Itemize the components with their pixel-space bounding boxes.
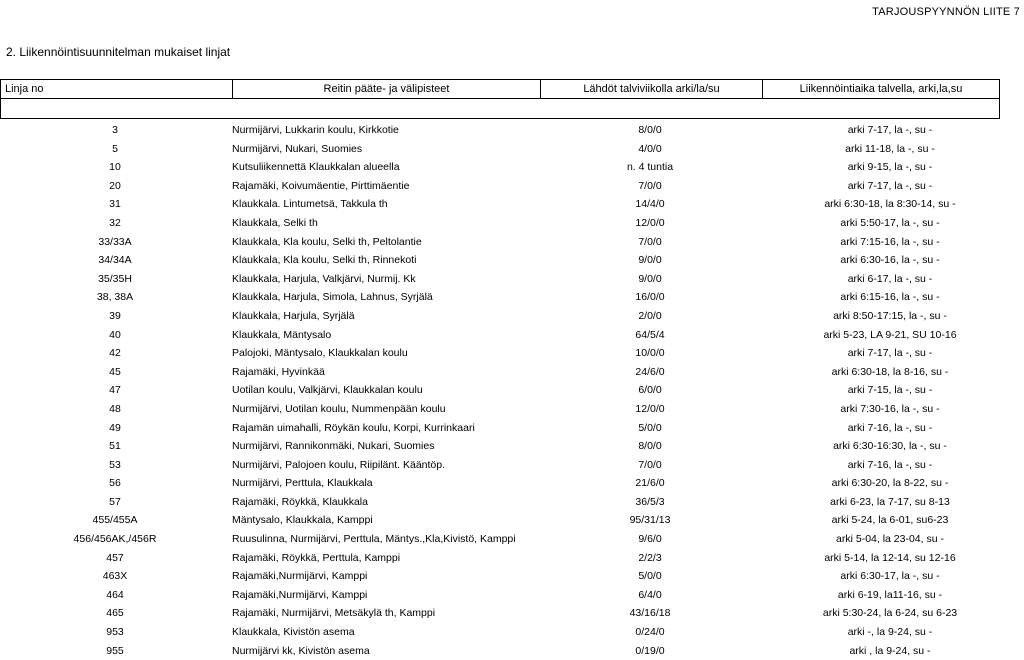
service-hours-cell: arki 7:15-16, la -, su - <box>840 235 940 248</box>
service-hours-cell: arki 7-15, la -, su - <box>847 384 933 397</box>
departures-cell: 8/0/0 <box>638 124 662 136</box>
departures-cell: 12/0/0 <box>635 216 665 229</box>
service-hours-cell: arki 6-17, la -, su - <box>847 272 933 285</box>
service-hours-cell: arki 9-15, la -, su - <box>847 161 933 174</box>
route-stops-cell: Klaukkala, Harjula, Syrjälä <box>232 309 355 322</box>
table-row <box>0 121 1024 140</box>
route-number-cell: 955 <box>106 644 124 657</box>
departures-cell: 7/0/0 <box>638 458 662 471</box>
route-number-cell: 45 <box>109 365 121 378</box>
route-stops-cell: Klaukkala, Harjula, Valkjärvi, Nurmij. Kk <box>232 272 416 285</box>
table-row <box>0 456 1024 475</box>
table-row <box>0 177 1024 196</box>
service-hours-cell: arki 6:15-16, la -, su - <box>840 291 940 304</box>
route-number-cell: 42 <box>109 347 121 360</box>
table-row <box>0 344 1024 363</box>
route-stops-cell: Rajamäki, Röykkä, Klaukkala <box>232 495 368 508</box>
route-stops-cell: Palojoki, Mäntysalo, Klaukkalan koulu <box>232 347 408 360</box>
table-row <box>0 195 1024 214</box>
table-row <box>0 549 1024 568</box>
departures-cell: 64/5/4 <box>635 328 665 341</box>
departures-cell: 2/0/0 <box>638 309 662 322</box>
route-number-cell: 465 <box>106 607 124 620</box>
service-hours-cell: arki 5-23, LA 9-21, SU 10-16 <box>823 328 957 341</box>
departures-cell: 9/0/0 <box>638 254 662 267</box>
route-number-cell: 20 <box>109 179 121 192</box>
table-row <box>0 419 1024 438</box>
table-body <box>0 121 1024 660</box>
route-number-cell: 56 <box>109 477 121 490</box>
departures-cell: 14/4/0 <box>635 198 665 211</box>
route-stops-cell: Klaukkala, Harjula, Simola, Lahnus, Syrjälä <box>232 291 433 304</box>
departures-cell: 4/0/0 <box>638 142 662 155</box>
header-linja: Linja no <box>1 80 233 98</box>
route-stops-cell: Nurmijärvi, Palojoen koulu, Riipilänt. Kääntöp. <box>232 458 446 471</box>
table-row <box>0 586 1024 605</box>
departures-cell: 95/31/13 <box>629 514 671 527</box>
service-hours-cell: arki 7-17, la -, su - <box>847 124 933 136</box>
departures-cell: 6/4/0 <box>638 588 662 601</box>
route-number-cell: 39 <box>109 309 121 322</box>
departures-cell: n. 4 tuntia <box>626 161 674 174</box>
service-hours-cell: arki 6-23, la 7-17, su 8-13 <box>830 495 950 508</box>
route-number-cell: 10 <box>109 161 121 174</box>
route-stops-cell: Rajamäki, Röykkä, Perttula, Kamppi <box>232 551 401 564</box>
header-reitti: Reitin pääte- ja välipisteet <box>233 80 541 98</box>
service-hours-cell: arki 11-18, la -, su - <box>845 142 935 155</box>
service-hours-cell: arki 5:30-24, la 6-24, su 6-23 <box>822 607 958 620</box>
route-number-cell: 31 <box>109 198 121 211</box>
route-number-cell: 34/34A <box>98 254 132 267</box>
departures-cell: 9/6/0 <box>638 533 662 546</box>
route-number-cell: 3 <box>112 124 118 136</box>
service-hours-cell: arki 6:30-20, la 8-22, su - <box>831 477 949 490</box>
departures-cell: 6/0/0 <box>638 384 662 397</box>
service-hours-cell: arki 7-16, la -, su - <box>847 421 933 434</box>
service-hours-cell: arki 7:30-16, la -, su - <box>840 402 940 415</box>
route-stops-cell: Rajamäki, Hyvinkää <box>232 365 325 378</box>
route-number-cell: 48 <box>109 402 121 415</box>
route-stops-cell: Klaukkala, Selki th <box>232 216 318 229</box>
route-number-cell: 32 <box>109 216 121 229</box>
document-label: TARJOUSPYYNNÖN LIITE 7 <box>872 6 1020 18</box>
route-stops-cell: Nurmijärvi kk, Kivistön asema <box>232 644 370 657</box>
route-stops-cell: Nurmijärvi, Uotilan koulu, Nummenpään koulu <box>232 402 446 415</box>
service-hours-cell: arki 6:30-16:30, la -, su - <box>833 440 947 453</box>
departures-cell: 7/0/0 <box>638 179 662 192</box>
route-number-cell: 5 <box>112 142 118 155</box>
route-number-cell: 463X <box>102 570 128 583</box>
route-stops-cell: Rajamäki, Koivumäentie, Pirttimäentie <box>232 179 410 192</box>
header-aika: Liikennöintiaika talvella, arki,la,su <box>799 83 963 95</box>
departures-cell: 5/0/0 <box>638 570 662 583</box>
table-row <box>0 567 1024 586</box>
table-row <box>0 604 1024 623</box>
departures-cell: 0/19/0 <box>635 644 665 657</box>
service-hours-cell: arki 7-16, la -, su - <box>847 458 933 471</box>
service-hours-cell: arki 6:30-18, la 8-16, su - <box>831 365 949 378</box>
route-stops-cell: Klaukkala, Kivistön asema <box>232 626 355 639</box>
route-stops-cell: Rajamäki,Nurmijärvi, Kamppi <box>232 588 368 601</box>
service-hours-cell: arki -, la 9-24, su - <box>847 626 933 639</box>
table-row <box>0 400 1024 419</box>
route-number-cell: 464 <box>106 588 124 601</box>
table-row <box>0 511 1024 530</box>
route-stops-cell: Rajamän uimahalli, Röykän koulu, Korpi, Kurrinkaari <box>232 421 475 434</box>
table-row <box>0 642 1024 660</box>
service-hours-cell: arki 6:30-17, la -, su - <box>840 570 940 583</box>
route-stops-cell: Klaukkala, Kla koulu, Selki th, Peltolantie <box>232 235 422 248</box>
departures-cell: 2/2/3 <box>638 551 662 564</box>
service-hours-cell: arki 6:30-16, la -, su - <box>840 254 940 267</box>
route-number-cell: 53 <box>109 458 121 471</box>
table-row <box>0 158 1024 177</box>
table-row <box>0 474 1024 493</box>
departures-cell: 24/6/0 <box>635 365 665 378</box>
table-row <box>0 437 1024 456</box>
table-row <box>0 381 1024 400</box>
route-number-cell: 35/35H <box>98 272 132 285</box>
route-number-cell: 40 <box>109 328 121 341</box>
service-hours-cell: arki 6-19, la11-16, su - <box>837 588 943 601</box>
route-stops-cell: Rajamäki, Nurmijärvi, Metsäkylä th, Kamppi <box>232 607 436 620</box>
route-stops-cell: Kutsuliikennettä Klaukkalan alueella <box>232 161 400 174</box>
route-stops-cell: Klaukkala, Mäntysalo <box>232 328 332 341</box>
route-number-cell: 49 <box>109 421 121 434</box>
departures-cell: 36/5/3 <box>635 495 665 508</box>
departures-cell: 16/0/0 <box>635 291 665 304</box>
service-hours-cell: arki 7-17, la -, su - <box>847 347 933 360</box>
table-row <box>0 326 1024 345</box>
route-stops-cell: Ruusulinna, Nurmijärvi, Perttula, Mäntys.,Kla,Kivistö, Kamppi <box>232 533 516 546</box>
service-hours-cell: arki 6:30-18, la 8:30-14, su - <box>824 198 956 211</box>
table-header <box>0 79 1000 119</box>
route-stops-cell: Nurmijärvi, Lukkarin koulu, Kirkkotie <box>232 124 399 136</box>
table-row <box>0 288 1024 307</box>
header-lahdot: Lähdöt talviviikolla arki/la/su <box>541 80 763 98</box>
table-row <box>0 233 1024 252</box>
route-number-cell: 47 <box>109 384 121 397</box>
route-stops-cell: Klaukkala, Kla koulu, Selki th, Rinnekoti <box>232 254 417 267</box>
departures-cell: 8/0/0 <box>638 440 662 453</box>
route-stops-cell: Klaukkala. Lintumetsä, Takkula th <box>232 198 388 211</box>
route-stops-cell: Rajamäki,Nurmijärvi, Kamppi <box>232 570 368 583</box>
service-hours-cell: arki 5-24, la 6-01, su6-23 <box>831 514 949 527</box>
table-header-row <box>1 80 999 99</box>
table-row <box>0 270 1024 289</box>
service-hours-cell: arki 7-17, la -, su - <box>847 179 933 192</box>
service-hours-cell: arki 5:50-17, la -, su - <box>840 216 940 229</box>
table-row <box>0 140 1024 159</box>
route-number-cell: 38, 38A <box>96 291 134 304</box>
departures-cell: 43/16/18 <box>629 607 671 620</box>
departures-cell: 12/0/0 <box>635 402 665 415</box>
table-row <box>0 623 1024 642</box>
table-row <box>0 530 1024 549</box>
table-row <box>0 363 1024 382</box>
departures-cell: 9/0/0 <box>638 272 662 285</box>
route-stops-cell: Mäntysalo, Klaukkala, Kamppi <box>232 514 373 527</box>
service-hours-cell: arki 5-04, la 23-04, su - <box>836 533 944 546</box>
route-stops-cell: Nurmijärvi, Nukari, Suomies <box>232 142 363 155</box>
route-number-cell: 57 <box>109 495 121 508</box>
route-number-cell: 33/33A <box>98 235 132 248</box>
section-title: 2. Liikennöintisuunnitelman mukaiset linjat <box>6 45 231 59</box>
table-row <box>0 251 1024 270</box>
departures-cell: 7/0/0 <box>638 235 662 248</box>
table-row <box>0 493 1024 512</box>
departures-cell: 10/0/0 <box>635 347 665 360</box>
service-hours-cell: arki , la 9-24, su - <box>849 644 931 657</box>
table-row <box>0 214 1024 233</box>
service-hours-cell: arki 5-14, la 12-14, su 12-16 <box>824 551 956 564</box>
route-number-cell: 455/455A <box>92 514 138 527</box>
route-stops-cell: Nurmijärvi, Perttula, Klaukkala <box>232 477 373 490</box>
route-number-cell: 51 <box>109 440 121 453</box>
departures-cell: 21/6/0 <box>635 477 665 490</box>
table-row <box>0 307 1024 326</box>
route-stops-cell: Nurmijärvi, Rannikonmäki, Nukari, Suomies <box>232 440 435 453</box>
route-number-cell: 953 <box>106 626 124 639</box>
route-number-cell: 457 <box>106 551 124 564</box>
departures-cell: 0/24/0 <box>635 626 665 639</box>
route-stops-cell: Uotilan koulu, Valkjärvi, Klaukkalan koulu <box>232 384 423 397</box>
service-hours-cell: arki 8:50-17:15, la -, su - <box>833 309 947 322</box>
route-number-cell: 456/456AK,/456R <box>73 533 157 546</box>
departures-cell: 5/0/0 <box>638 421 662 434</box>
